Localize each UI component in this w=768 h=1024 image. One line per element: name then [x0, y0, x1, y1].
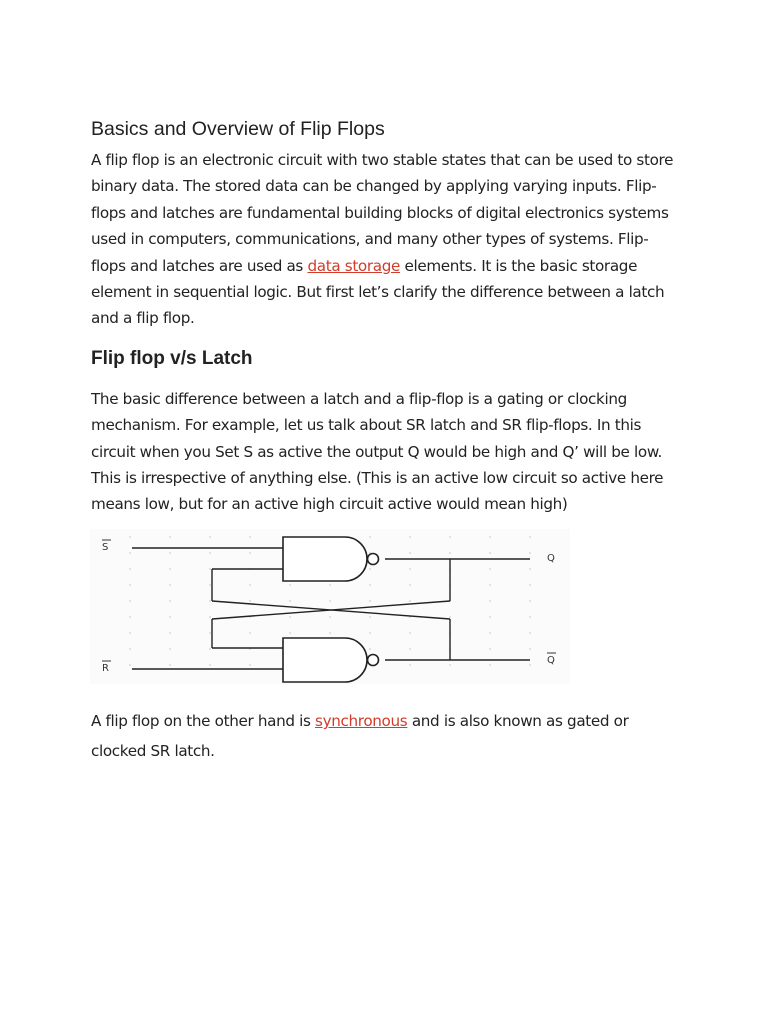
sr-latch-circuit-svg	[90, 529, 570, 684]
intro-text-end: elements. It is the basic storage element in sequential logic. But first let’s clarify the difference between a latch and a flip flop.	[91, 256, 665, 328]
sync-text-end: and is also known as gated or clocked SR latch.	[91, 712, 629, 760]
sync-text-start: A flip flop on the other hand is	[91, 712, 316, 730]
synchronous-paragraph	[91, 706, 681, 766]
intro-paragraph	[91, 147, 681, 332]
output-q-label: Q	[547, 553, 555, 564]
sr-latch-diagram	[90, 529, 570, 684]
data-storage-link[interactable]: data storage	[307, 256, 401, 275]
output-qbar-label: Q	[547, 655, 555, 666]
intro-text-start: A flip flop is an electronic circuit with two stable states that can be used to store binary data. The stored data can be changed by applying varying inputs. Flip-flops and latches are fundamental building blocks of digital electronics systems used in computers, communications, and many other types of systems. Flip-flops and latches are used as	[91, 151, 674, 275]
difference-paragraph: The basic difference between a latch and a flip-flop is a gating or clocking mechanism. For example, let us talk about SR latch and SR flip-flops. In this circuit when you Set S as active the output Q would be high and Q’ will be low. This is irrespective of anything else. (This is an active low circuit so active here means low, but for an active high circuit active would mean high)	[91, 389, 664, 514]
synchronous-link[interactable]: synchronous	[315, 712, 408, 730]
input-r-label: R	[102, 663, 109, 674]
section-heading-basics: Basics and Overview of Flip Flops	[91, 118, 385, 140]
section-heading-flipflop-vs-latch: Flip flop v/s Latch	[91, 347, 253, 369]
article-body	[91, 116, 681, 518]
input-s-label: S	[102, 542, 109, 553]
